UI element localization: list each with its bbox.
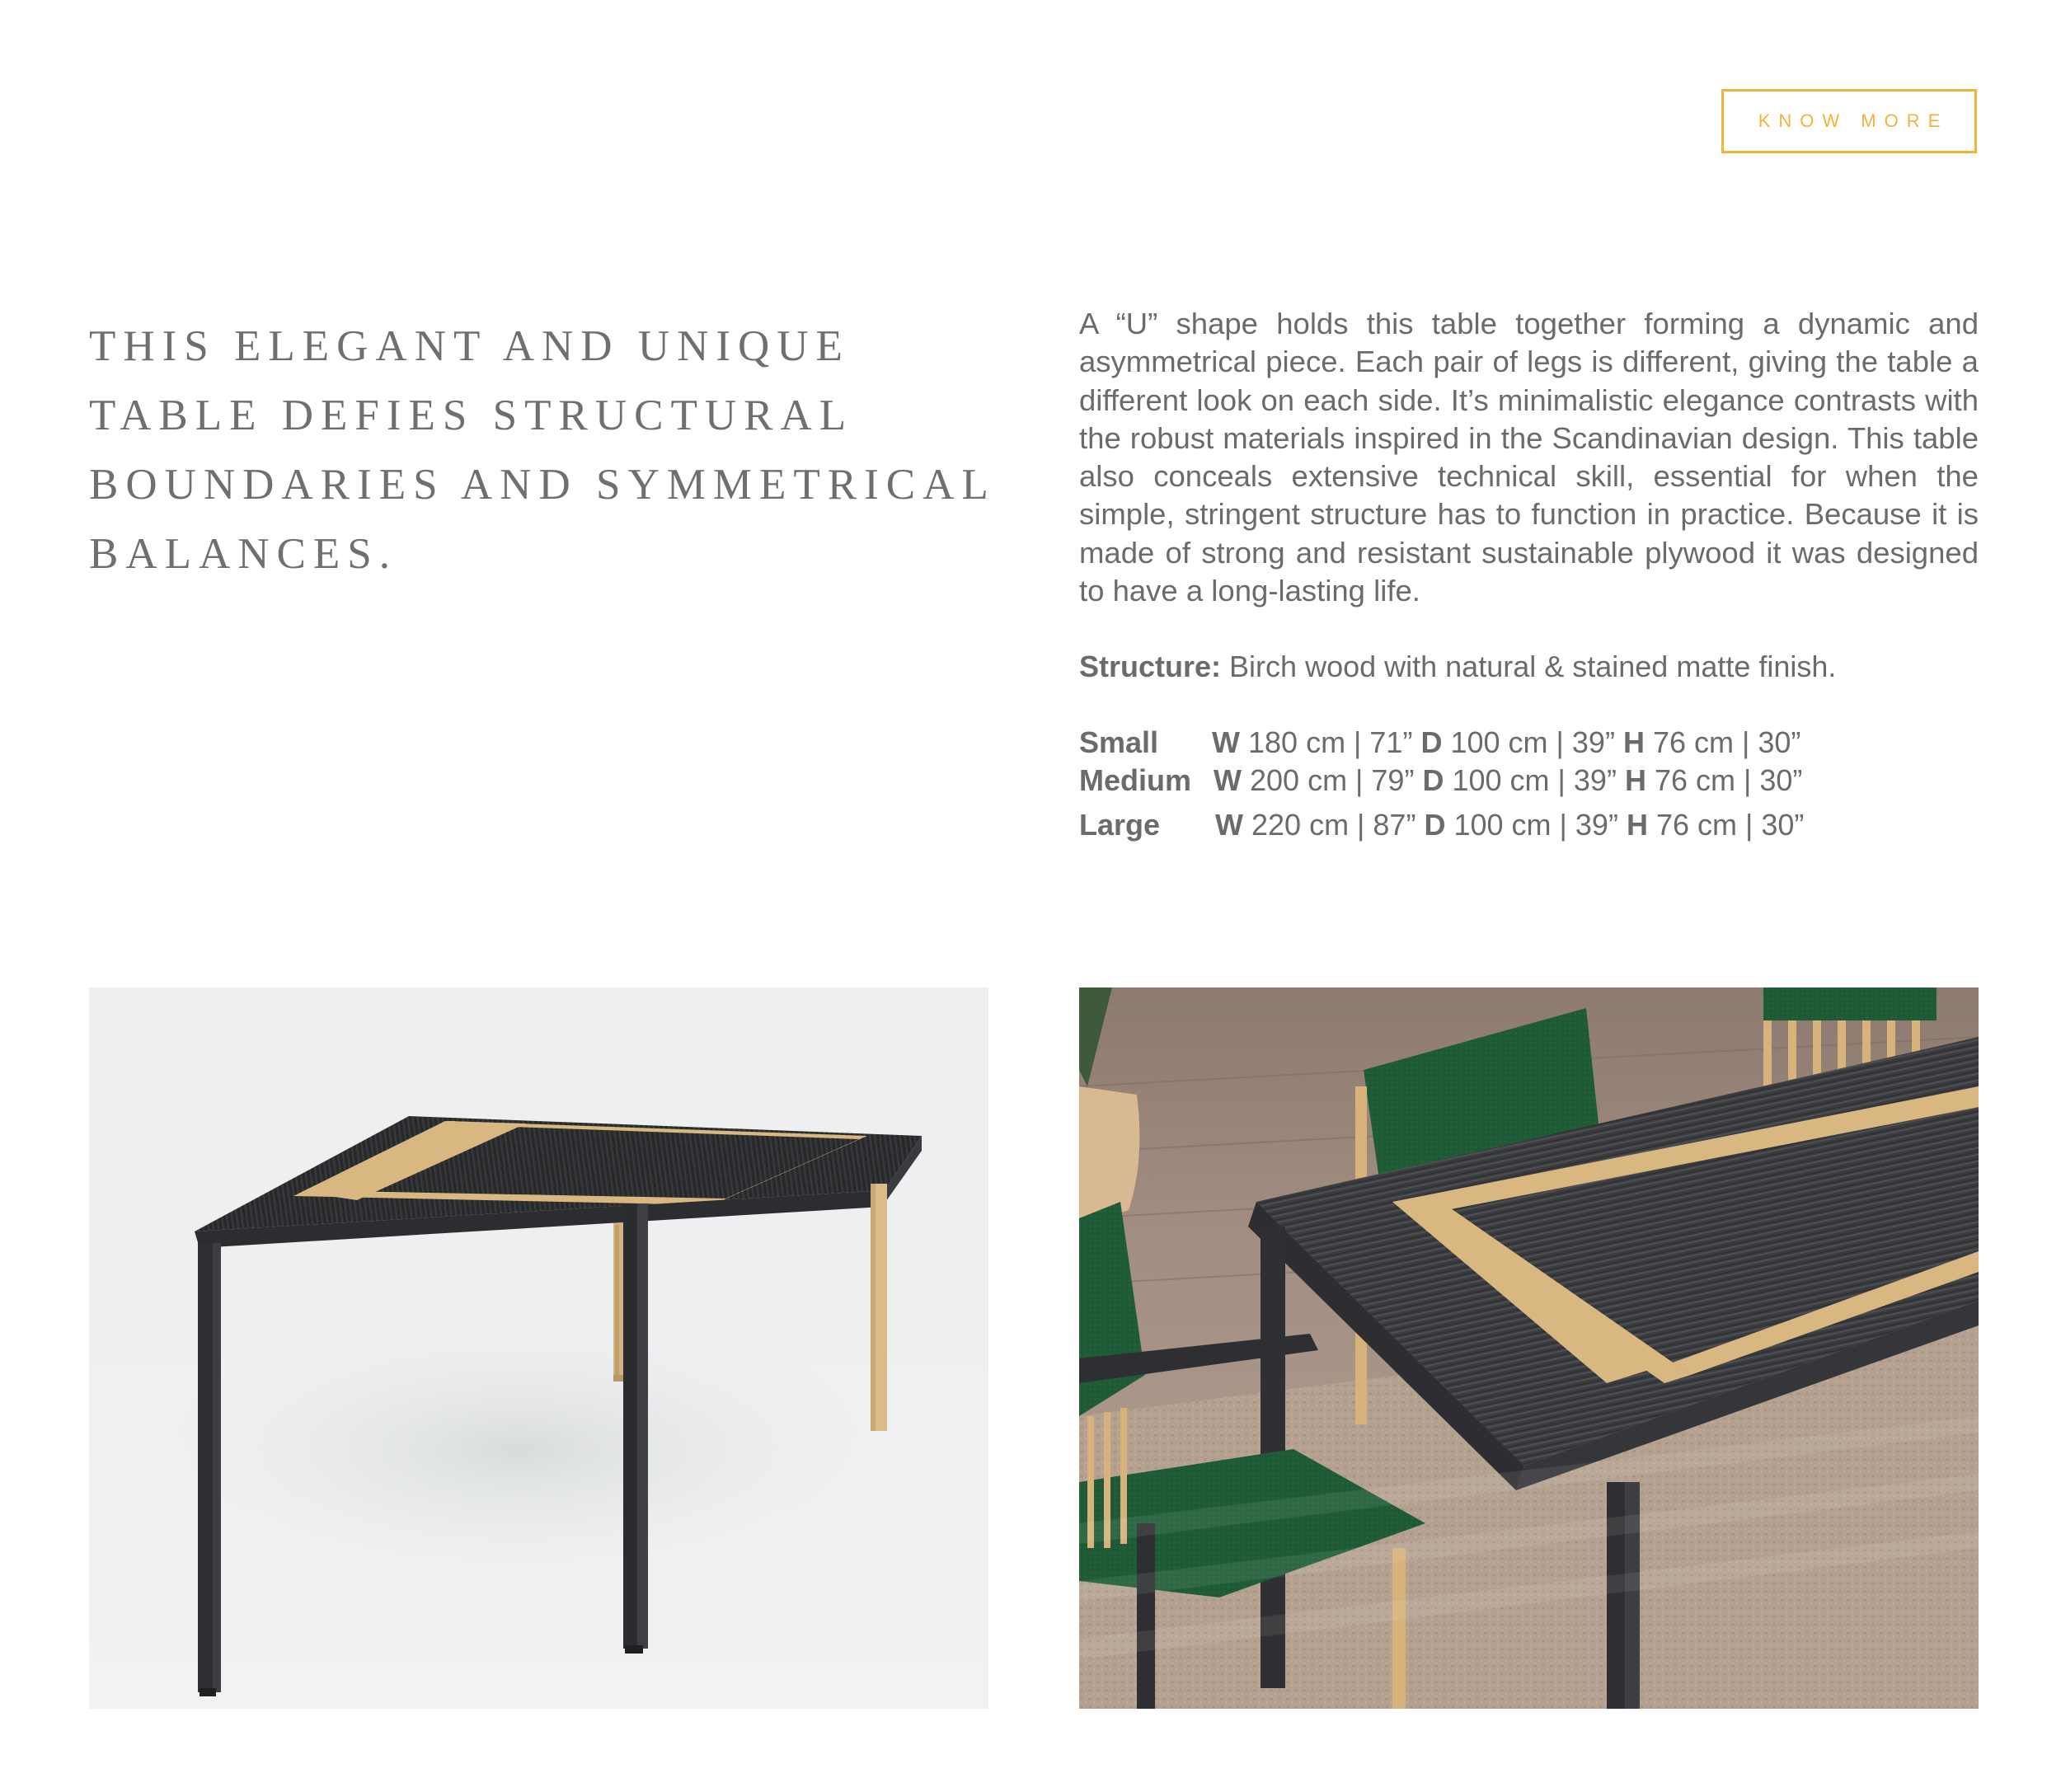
size-row-small (1079, 724, 1979, 762)
structure-label: Structure: (1079, 650, 1222, 684)
width-value: 220 cm | 87” (1251, 808, 1416, 842)
size-list (1079, 724, 1979, 844)
height-label: H (1622, 725, 1645, 760)
headline-line: TABLE DEFIES STRUCTURAL (89, 392, 854, 439)
headline (89, 312, 1021, 589)
product-photo-studio (89, 987, 988, 1709)
dining-scene-illustration (1079, 987, 1979, 1709)
height-label: H (1624, 763, 1646, 798)
description-paragraph: A “U” shape holds this table together forming a dynamic and asymmetrical piece. Each pair of legs is different, giving the table a different look on each side. It’s minimalistic elegance contrasts with the robust materials inspired in the Scandinavian design. This table also conceals extensive technical skill, essential for when the simple, stringent structure has to function in practice. Because it is made of strong and resistant sustainable plywood it was designed to have a long-lasting life. (1079, 307, 1979, 608)
depth-value: 100 cm | 39” (1450, 725, 1615, 760)
depth-label: D (1424, 808, 1446, 842)
width-value: 200 cm | 79” (1250, 763, 1415, 798)
headline-line: BOUNDARIES AND SYMMETRICAL (89, 461, 996, 509)
depth-value: 100 cm | 39” (1452, 763, 1617, 798)
know-more-button[interactable]: KNOW MORE (1721, 89, 1977, 153)
size-name: Medium (1079, 763, 1192, 798)
height-value: 76 cm | 30” (1652, 725, 1801, 760)
size-name: Large (1079, 808, 1161, 842)
height-value: 76 cm | 30” (1655, 808, 1805, 842)
width-label: W (1212, 725, 1240, 760)
structure-line (1079, 648, 1979, 686)
depth-label: D (1420, 725, 1443, 760)
size-row-medium (1079, 762, 1979, 800)
size-row-large (1079, 806, 1979, 844)
depth-value: 100 cm | 39” (1453, 808, 1618, 842)
table-studio-illustration (89, 987, 988, 1709)
headline-line: THIS ELEGANT AND UNIQUE (89, 322, 850, 370)
structure-text: Birch wood with natural & stained matte finish. (1229, 650, 1837, 684)
size-name: Small (1079, 725, 1159, 760)
width-value: 180 cm | 71” (1248, 725, 1413, 760)
headline-line: BALANCES. (89, 530, 398, 578)
product-description-block (1079, 305, 1979, 844)
product-photo-dining-scene (1079, 987, 1979, 1709)
width-label: W (1214, 763, 1242, 798)
width-label: W (1215, 808, 1243, 842)
depth-label: D (1422, 763, 1444, 798)
height-value: 76 cm | 30” (1654, 763, 1803, 798)
height-label: H (1626, 808, 1648, 842)
